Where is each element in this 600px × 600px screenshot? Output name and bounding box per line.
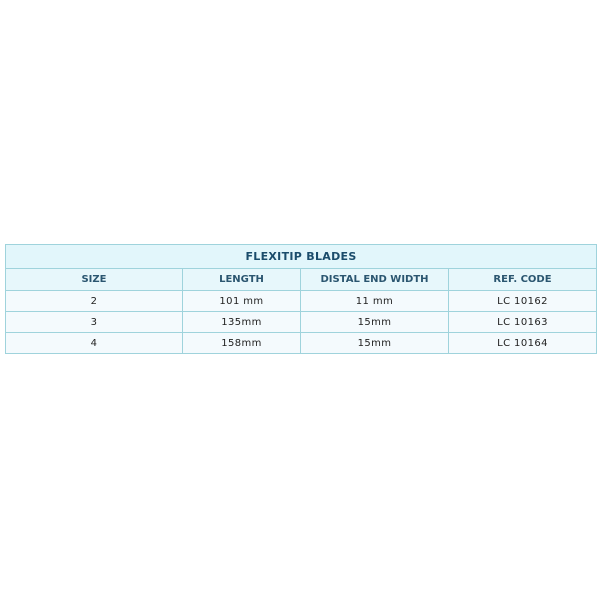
column-header-distal-end-width: DISTAL END WIDTH <box>301 269 449 291</box>
flexitip-blades-table <box>5 244 597 354</box>
column-header-length: LENGTH <box>183 269 301 291</box>
column-header-ref-code: REF. CODE <box>449 269 597 291</box>
cell-ref-code: LC 10163 <box>449 312 597 333</box>
cell-ref-code: LC 10164 <box>449 333 597 354</box>
cell-distal-end-width: 15mm <box>301 312 449 333</box>
cell-size: 2 <box>6 291 183 312</box>
cell-length: 158mm <box>183 333 301 354</box>
table-header-row <box>6 269 597 291</box>
cell-distal-end-width: 11 mm <box>301 291 449 312</box>
cell-length: 101 mm <box>183 291 301 312</box>
column-header-size: SIZE <box>6 269 183 291</box>
table-row <box>6 333 597 354</box>
table-title-row <box>6 245 597 269</box>
cell-length: 135mm <box>183 312 301 333</box>
table-row <box>6 291 597 312</box>
cell-ref-code: LC 10162 <box>449 291 597 312</box>
table-title: FLEXITIP BLADES <box>6 245 597 269</box>
cell-distal-end-width: 15mm <box>301 333 449 354</box>
cell-size: 4 <box>6 333 183 354</box>
cell-size: 3 <box>6 312 183 333</box>
table-row <box>6 312 597 333</box>
